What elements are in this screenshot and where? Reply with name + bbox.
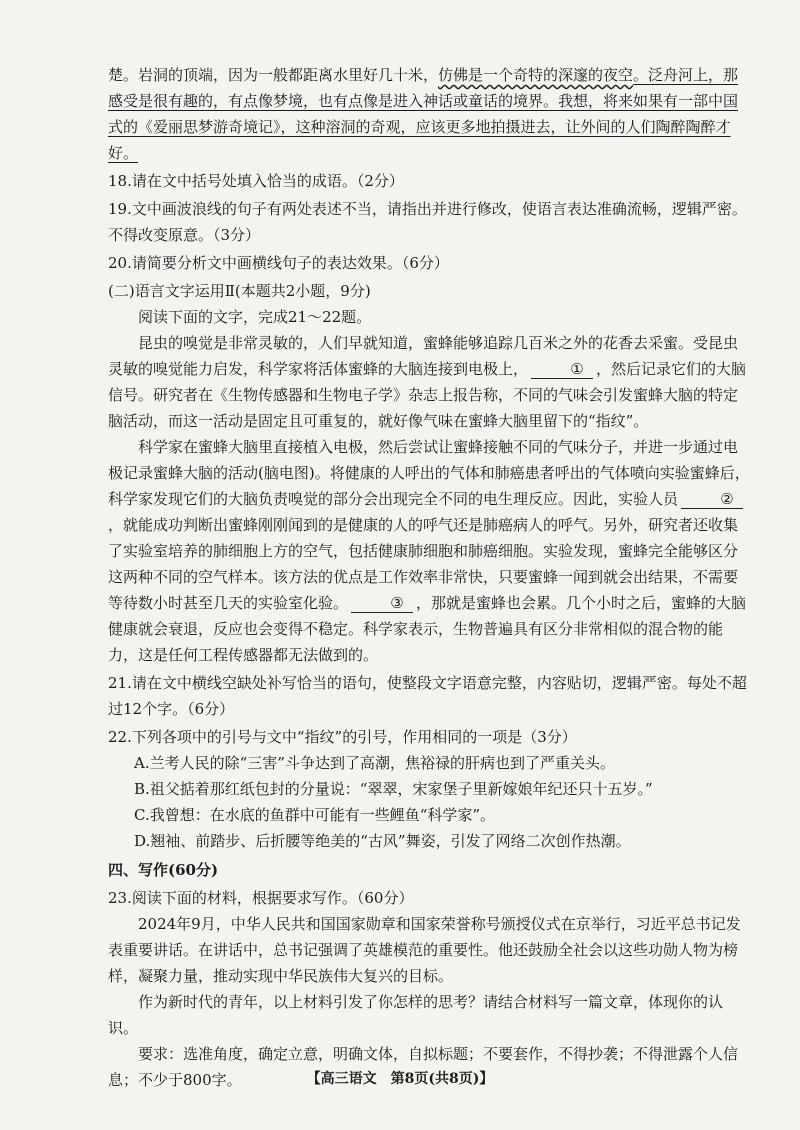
question-23: 23.阅读下面的材料，根据要求写作。（60分） bbox=[108, 889, 414, 907]
passage-text-underlined: 。泛舟河上，那感受是很有趣的，有点像梦境，也有点像是进入神话或童话的境界。我想，将来如果有一部中国式的《爱丽思梦游奇境记》，这种溶洞的奇观，应该更多地拍摄进去，让外间的人们陶醉陶醉才好。 bbox=[108, 66, 739, 162]
option-b[interactable]: B.祖父掂着那红纸包封的分量说：“翠翠，宋家堡子里新嫁娘年纪还只十五岁。” bbox=[134, 780, 653, 798]
section-2-instruction: 阅读下面的文字，完成21～22题。 bbox=[138, 308, 372, 326]
essay-requirements: 要求：选准角度，确定立意，明确文体，自拟标题；不要套作，不得抄袭；不得泄露个人信息；不少于800字。 bbox=[108, 1045, 739, 1089]
option-a[interactable]: A.兰考人民的除“三害”斗争达到了高潮，焦裕禄的肝病也到了严重关头。 bbox=[134, 754, 615, 772]
section-2-heading: (二)语言文字运用Ⅱ(本题共2小题，9分) bbox=[108, 282, 371, 300]
question-18: 18.请在文中括号处填入恰当的成语。（2分） bbox=[108, 172, 404, 190]
passage-2-paragraph-2: 科学家在蜜蜂大脑里直接植入电极，然后尝试让蜜蜂接触不同的气味分子，并进一步通过电极记录蜜蜂大脑的活动(脑电图)。将健康的人呼出的气体和肺癌患者呼出的气体喷向实验蜜蜂后，科学家发现它们的大脑负责嗅觉的部分会出现完全不同的电生理反应。因此，实验人员 ②，就能成功判断出蜜蜂刚刚闻到的是健康的人的呼气还是肺癌病人的呼气。另外，研究者还收集了实验室培养的肺细胞上方的空气，包括健康肺细胞和肺癌细胞。实验发现，蜜蜂完全能够区分这两种不同的空气样本。该方法的优点是工作效率非常快，只要蜜蜂一闻到就会出结果，不需要等待数小时甚至几天的实验室化验。 ③ ，那就是蜜蜂也会累。几个小时之后，蜜蜂的大脑健康就会衰退，反应也会变得不稳定。科学家表示，生物普遍具有区分非常相似的混合物的能力，这是任何工程传感器都无法做到的。 bbox=[108, 438, 750, 664]
option-d[interactable]: D.翘袖、前踏步、后折腰等绝美的“古风”舞姿，引发了网络二次创作热潮。 bbox=[134, 832, 631, 850]
blank-2[interactable]: ② bbox=[681, 490, 743, 509]
question-20: 20.请简要分析文中画横线句子的表达效果。（6分） bbox=[108, 254, 449, 272]
passage-top bbox=[108, 62, 752, 166]
passage-text: 楚。岩洞的顶端，因为一般都距离水里好几十米， bbox=[108, 66, 439, 84]
question-22: 22.下列各项中的引号与文中“指纹”的引号，作用相同的一项是（3分） bbox=[108, 728, 577, 746]
question-19: 19.文中画波浪线的句子有两处表述不当，请指出并进行修改，使语言表达准确流畅，逻辑严密。不得改变原意。（3分） bbox=[108, 200, 747, 244]
wavy-underlined-sentence: 仿佛是一个奇特的深邃的夜空 bbox=[438, 66, 634, 84]
page-footer: 【高三语文 第8页(共8页)】 bbox=[306, 1071, 494, 1087]
essay-prompt: 作为新时代的青年，以上材料引发了你怎样的思考？请结合材料写一篇文章，体现你的认识。 bbox=[108, 993, 724, 1037]
blank-3[interactable]: ③ bbox=[351, 594, 413, 613]
blank-1[interactable]: ① bbox=[531, 360, 593, 379]
passage-2-paragraph-1: 昆虫的嗅觉是非常灵敏的，人们早就知道，蜜蜂能够追踪几百米之外的花香去采蜜。受昆虫灵敏的嗅觉能力启发，科学家将活体蜜蜂的大脑连接到电极上， ① ，然后记录它们的大脑信号。研究者在《生物传感器和生物电子学》杂志上报告称，不同的气味会引发蜜蜂大脑的特定脑活动，而这一活动是固定且可重复的，就好像气味在蜜蜂大脑里留下的“指纹”。 bbox=[108, 334, 747, 430]
option-c[interactable]: C.我曾想：在水底的鱼群中可能有一些鲤鱼“科学家”。 bbox=[134, 806, 496, 824]
section-4-heading: 四、写作(60分) bbox=[108, 861, 219, 879]
essay-material: 2024年9月，中华人民共和国国家勋章和国家荣誉称号颁授仪式在京举行，习近平总书记发表重要讲话。在讲话中，总书记强调了英雄模范的重要性。他还鼓励全社会以这些功勋人物为榜样，凝聚力量，推动实现中华民族伟大复兴的目标。 bbox=[108, 915, 741, 985]
question-21: 21.请在文中横线空缺处补写恰当的语句，使整段文字语意完整，内容贴切，逻辑严密。每处不超过12个字。（6分） bbox=[108, 674, 747, 718]
fingerprint-quote: “指纹” bbox=[588, 412, 634, 430]
